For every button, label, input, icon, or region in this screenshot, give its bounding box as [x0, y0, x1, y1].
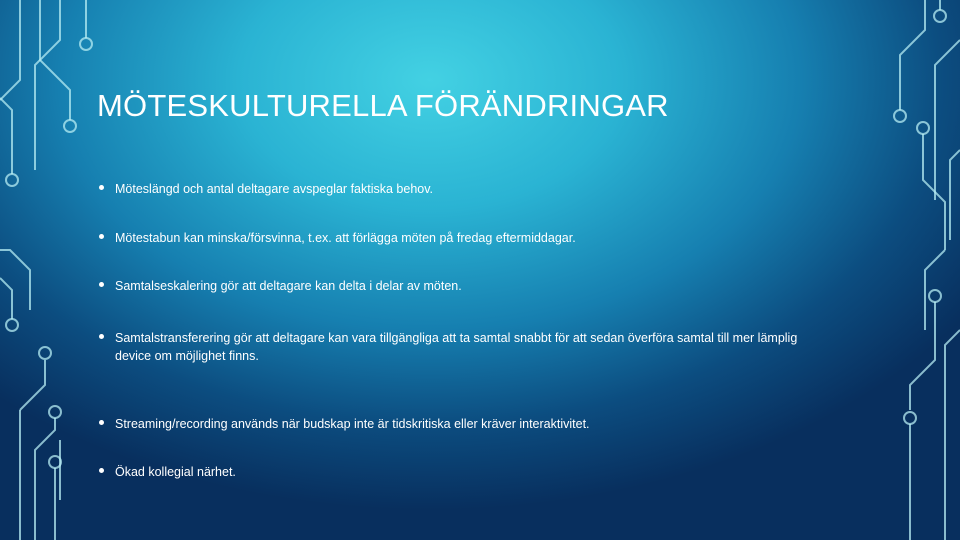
bullet-dot-icon — [99, 420, 104, 425]
bullet-item — [97, 277, 837, 295]
bullet-item — [97, 415, 837, 433]
right-circuit-traces — [894, 0, 960, 540]
bullet-dot-icon — [99, 282, 104, 287]
bullet-dot-icon — [99, 468, 104, 473]
bullet-text: Streaming/recording används när budskap inte är tidskritiska eller kräver interaktivitet. — [115, 417, 590, 431]
bullet-dot-icon — [99, 185, 104, 190]
bullet-item — [97, 229, 837, 247]
bullet-dot-icon — [99, 234, 104, 239]
left-circuit-traces — [0, 0, 92, 540]
bullet-item — [97, 180, 837, 198]
bullet-text: Samtalseskalering gör att deltagare kan delta i delar av möten. — [115, 279, 462, 293]
bullet-item — [97, 329, 835, 365]
bullet-text: Möteslängd och antal deltagare avspeglar faktiska behov. — [115, 182, 434, 196]
bullet-item — [97, 463, 837, 481]
slide-title: MÖTESKULTURELLA FÖRÄNDRINGAR — [97, 88, 669, 123]
bullet-list — [97, 180, 837, 479]
bullet-text: Samtalstransferering gör att deltagare kan vara tillgängliga att ta samtal snabbt för att sedan överföra samtal till mer lämplig device om möjlighet finns. — [115, 331, 798, 363]
bullet-text: Mötestabun kan minska/försvinna, t.ex. att förlägga möten på fredag eftermiddagar. — [115, 231, 576, 245]
bullet-text: Ökad kollegial närhet. — [115, 465, 236, 479]
bullet-dot-icon — [99, 334, 104, 339]
